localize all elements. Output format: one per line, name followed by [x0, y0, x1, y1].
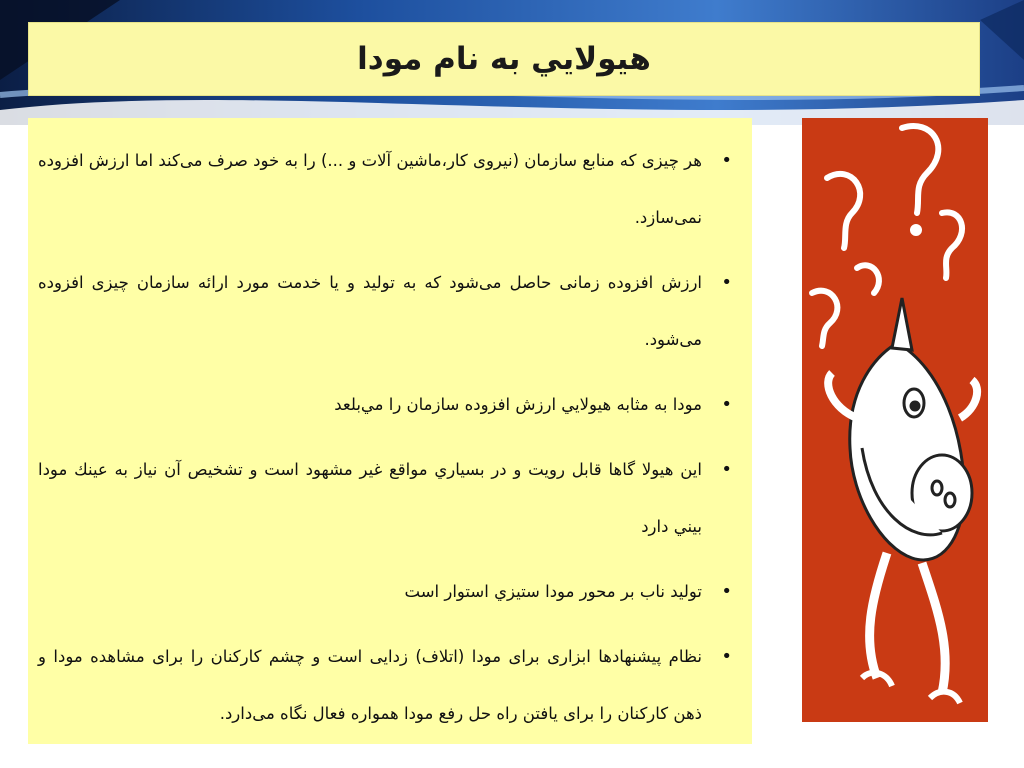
- bullet-text: نظام پیشنهادها ابزاری برای مودا (اتلاف) زدایی است و چشم کارکنان را برای مشاهده مودا و ذهن کارکنان را برای یافتن راه حل رفع مودا همواره فعال نگاه می‌دارد.: [38, 647, 702, 723]
- content-box: [28, 118, 752, 744]
- bullet-icon: •: [721, 459, 732, 480]
- slide-title: هيولايي به نام مودا: [357, 41, 651, 77]
- bullet-icon: •: [721, 272, 732, 293]
- bullet-item: [38, 628, 736, 742]
- monster-illustration: [802, 118, 988, 722]
- slide-title-box: [28, 22, 980, 96]
- bullet-icon: •: [721, 581, 732, 602]
- bullet-item: [38, 376, 736, 433]
- monster-icon: [802, 118, 988, 722]
- bullet-list: [28, 118, 752, 742]
- bullet-icon: •: [721, 394, 732, 415]
- bullet-text: ارزش افزوده زمانی حاصل می‌شود که به تولید و یا خدمت مورد ارائه سازمان چیزی افزوده می‌شود.: [38, 273, 702, 349]
- bullet-item: [38, 441, 736, 555]
- bullet-icon: •: [721, 150, 732, 171]
- bullet-icon: •: [721, 646, 732, 667]
- bullet-text: هر چیزی که منابع سازمان (نیروی کار،ماشین آلات و ...) را به خود صرف می‌کند اما ارزش افزوده نمی‌سازد.: [38, 151, 702, 227]
- bullet-item: [38, 254, 736, 368]
- bullet-item: [38, 563, 736, 620]
- bullet-item: [38, 132, 736, 246]
- bullet-text: اين هيولا گاها قابل رويت و در بسياري مواقع غير مشهود است و تشخيص آن نياز به عينك مودا بيني دارد: [38, 460, 702, 536]
- bullet-text: توليد ناب بر محور مودا ستيزي استوار است: [404, 582, 702, 601]
- bullet-text: مودا به مثابه هيولايي ارزش افزوده سازمان را مي‌بلعد: [334, 395, 702, 414]
